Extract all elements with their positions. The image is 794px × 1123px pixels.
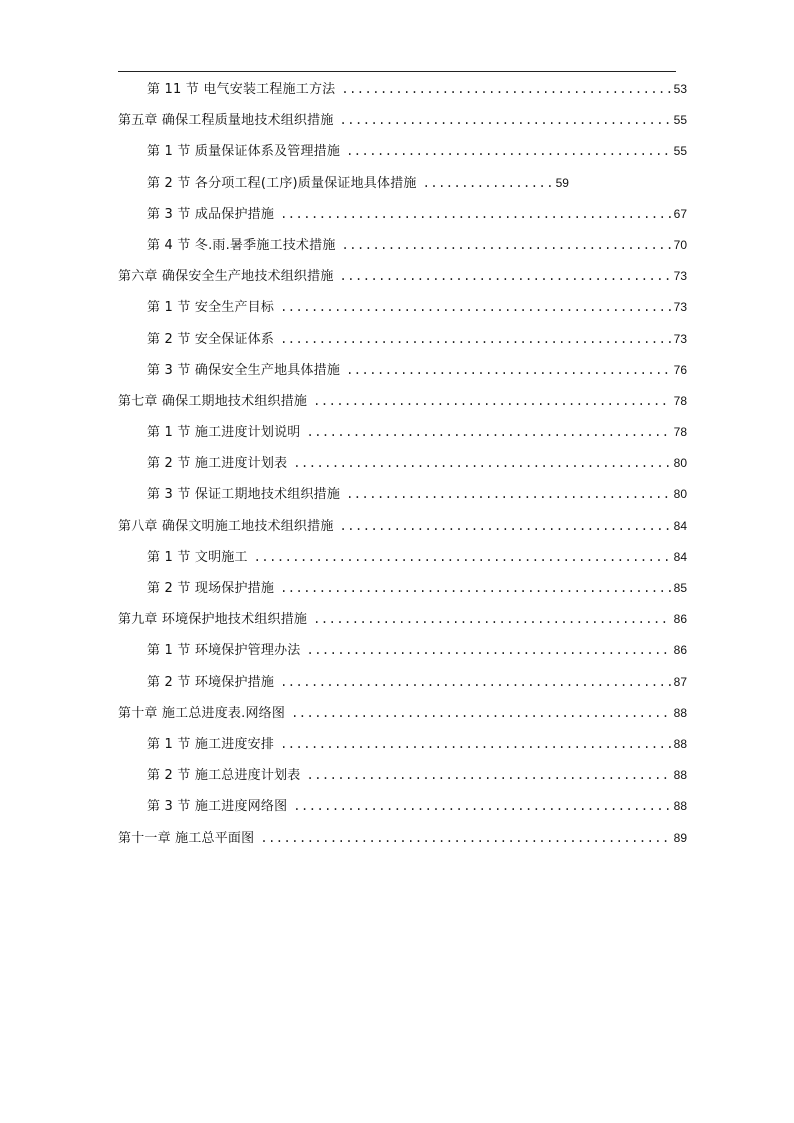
toc-page-number: 88 xyxy=(673,768,687,783)
toc-section-entry[interactable] xyxy=(118,297,687,328)
toc-entry-title: 第 2 节 施工总进度计划表 xyxy=(147,768,301,784)
toc-page-number: 88 xyxy=(673,736,687,751)
dot-leader xyxy=(291,703,671,723)
toc-page-number: 86 xyxy=(673,612,687,627)
toc-page-number: 73 xyxy=(673,331,687,346)
toc-entry-title: 第 1 节 环境保护管理办法 xyxy=(147,643,301,659)
toc-entry-title: 第 2 节 安全保证体系 xyxy=(147,331,275,347)
toc-section-entry[interactable] xyxy=(118,640,687,671)
toc-chapter-entry[interactable] xyxy=(118,703,687,734)
toc-entry-title: 第 1 节 施工进度安排 xyxy=(147,736,275,752)
toc-page-number: 85 xyxy=(673,581,687,595)
dot-leader xyxy=(342,235,671,255)
toc-entry-title: 第 1 节 安全生产目标 xyxy=(147,300,275,316)
dot-leader xyxy=(280,329,671,349)
dot-leader xyxy=(340,516,671,536)
toc-section-entry[interactable] xyxy=(118,329,687,360)
toc-section-entry[interactable] xyxy=(118,796,687,827)
toc-entry-title: 第 2 节 施工进度计划表 xyxy=(147,456,288,472)
toc-entry-title: 第 2 节 各分项工程(工序)质量保证地具体措施 xyxy=(147,175,417,191)
toc-chapter-entry[interactable] xyxy=(118,828,687,859)
toc-page-number: 55 xyxy=(673,144,687,159)
dot-leader xyxy=(346,484,671,504)
toc-page-number: 88 xyxy=(673,799,687,814)
toc-page-number: 53 xyxy=(673,82,687,96)
toc-section-entry[interactable] xyxy=(118,360,687,391)
dot-leader xyxy=(260,828,670,848)
dot-leader xyxy=(423,173,553,193)
toc-entry-title: 第 11 节 电气安装工程施工方法 xyxy=(147,82,336,97)
dot-leader xyxy=(340,110,671,130)
toc-page-number: 59 xyxy=(555,175,569,190)
dot-leader xyxy=(346,141,671,161)
dot-leader xyxy=(280,734,671,754)
dot-leader xyxy=(280,204,671,224)
dot-leader xyxy=(280,297,671,317)
toc-section-entry[interactable] xyxy=(118,79,687,110)
toc-page-number: 70 xyxy=(673,237,687,252)
toc-page-number: 73 xyxy=(673,269,687,284)
dot-leader xyxy=(340,266,671,286)
dot-leader xyxy=(346,360,671,380)
dot-leader xyxy=(280,672,671,692)
toc-page-number: 84 xyxy=(673,518,687,533)
toc-page-number: 80 xyxy=(673,456,687,471)
toc-section-entry[interactable] xyxy=(118,235,687,266)
toc-page-number: 88 xyxy=(673,705,687,720)
dot-leader xyxy=(313,609,671,629)
toc-entry-title: 第十章 施工总进度表.网络图 xyxy=(118,705,286,721)
dot-leader xyxy=(306,640,670,660)
toc-section-entry[interactable] xyxy=(118,672,687,703)
toc-entry-title: 第 3 节 确保安全生产地具体措施 xyxy=(147,362,341,378)
toc-entry-title: 第 2 节 现场保护措施 xyxy=(147,581,275,596)
toc-section-entry[interactable] xyxy=(118,453,687,484)
toc-entry-title: 第 1 节 质量保证体系及管理措施 xyxy=(147,144,341,160)
toc-entry-title: 第十一章 施工总平面图 xyxy=(118,830,255,846)
toc-chapter-entry[interactable] xyxy=(118,110,687,141)
toc-chapter-entry[interactable] xyxy=(118,266,687,297)
toc-section-entry[interactable] xyxy=(118,547,687,578)
toc-entry-title: 第八章 确保文明施工地技术组织措施 xyxy=(118,518,334,534)
toc-entry-title: 第 3 节 施工进度网络图 xyxy=(147,799,288,815)
toc-entry-title: 第 3 节 保证工期地技术组织措施 xyxy=(147,487,341,503)
toc-entry-title: 第 2 节 环境保护措施 xyxy=(147,674,275,690)
toc-page-number: 76 xyxy=(673,362,687,377)
toc-page-number: 87 xyxy=(673,674,687,689)
dot-leader xyxy=(293,453,670,473)
toc-entry-title: 第九章 环境保护地技术组织措施 xyxy=(118,612,308,628)
toc-page-number: 86 xyxy=(673,643,687,658)
table-of-contents xyxy=(118,79,687,859)
header-rule xyxy=(118,71,676,72)
dot-leader xyxy=(306,422,670,442)
dot-leader xyxy=(341,79,670,99)
toc-section-entry[interactable] xyxy=(118,765,687,796)
toc-page-number: 80 xyxy=(673,487,687,502)
toc-section-entry[interactable] xyxy=(118,422,687,453)
toc-chapter-entry[interactable] xyxy=(118,609,687,640)
toc-entry-title: 第六章 确保安全生产地技术组织措施 xyxy=(118,269,334,285)
toc-page-number: 73 xyxy=(673,300,687,315)
dot-leader xyxy=(293,796,670,816)
toc-chapter-entry[interactable] xyxy=(118,391,687,422)
dot-leader xyxy=(313,391,671,411)
toc-page-number: 78 xyxy=(673,393,687,408)
dot-leader xyxy=(306,765,670,785)
toc-section-entry[interactable] xyxy=(118,204,687,235)
toc-page-number: 89 xyxy=(673,830,687,845)
toc-page-number: 78 xyxy=(673,425,687,440)
toc-entry-title: 第五章 确保工程质量地技术组织措施 xyxy=(118,113,334,129)
toc-page-number: 84 xyxy=(673,549,687,564)
toc-entry-title: 第 1 节 文明施工 xyxy=(147,549,248,565)
toc-page-number: 67 xyxy=(673,206,687,221)
toc-entry-title: 第 3 节 成品保护措施 xyxy=(147,206,275,222)
toc-section-entry[interactable] xyxy=(118,484,687,515)
toc-entry-title: 第 4 节 冬.雨.暑季施工技术措施 xyxy=(147,237,336,253)
toc-page-number: 55 xyxy=(673,113,687,128)
toc-section-entry[interactable] xyxy=(118,173,687,204)
toc-chapter-entry[interactable] xyxy=(118,516,687,547)
toc-section-entry[interactable] xyxy=(118,141,687,172)
toc-entry-title: 第七章 确保工期地技术组织措施 xyxy=(118,393,308,409)
toc-section-entry[interactable] xyxy=(118,578,687,609)
dot-leader xyxy=(254,547,671,567)
toc-section-entry[interactable] xyxy=(118,734,687,765)
dot-leader xyxy=(280,578,671,598)
toc-entry-title: 第 1 节 施工进度计划说明 xyxy=(147,425,301,441)
